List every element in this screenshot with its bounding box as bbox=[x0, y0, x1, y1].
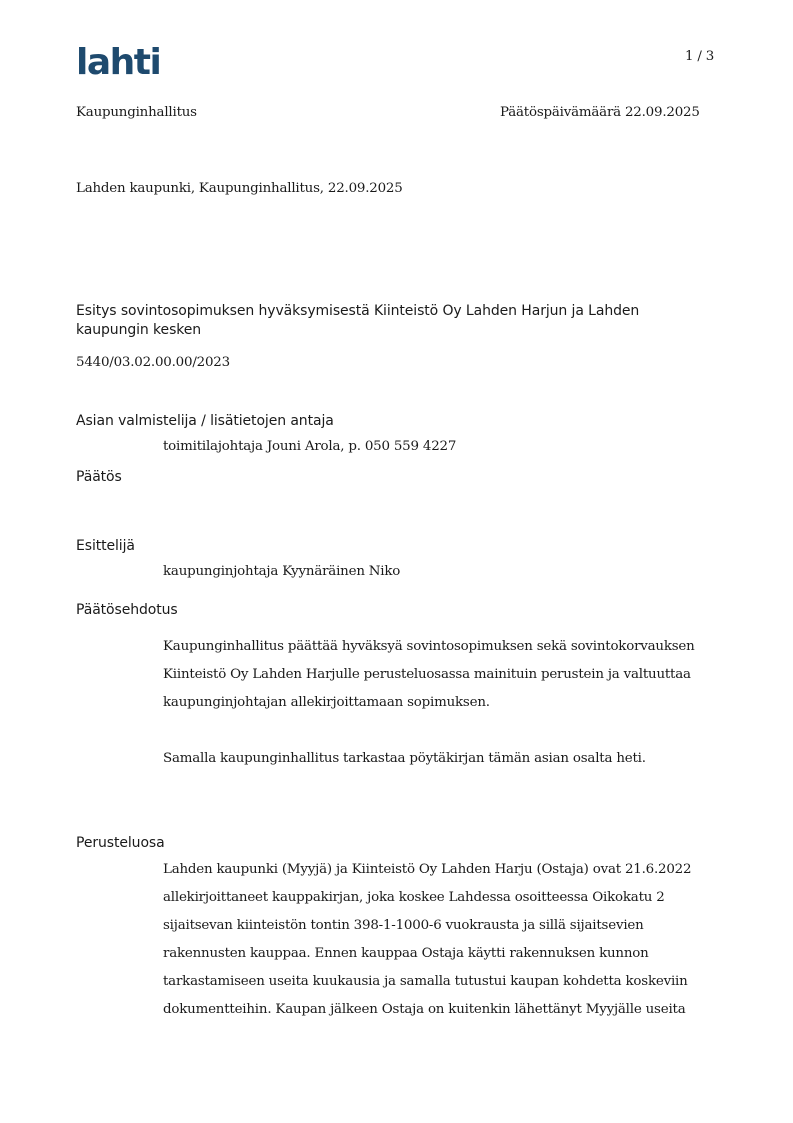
diary-number: 5440/03.02.00.00/2023 bbox=[76, 355, 230, 370]
meeting-line: Lahden kaupunki, Kaupunginhallitus, 22.09.2025 bbox=[76, 181, 403, 196]
proposal-paragraph bbox=[163, 633, 695, 717]
matter-title-line1: Esitys sovintosopimuksen hyväksymisestä Kiinteistö Oy Lahden Harjun ja Lahden bbox=[76, 303, 640, 319]
lahti-logo: lahti bbox=[76, 42, 161, 83]
organ-name: Kaupunginhallitus bbox=[76, 105, 197, 120]
preparer-value: toimitilajohtaja Jouni Arola, p. 050 559 4227 bbox=[163, 439, 457, 454]
reasoning-line: tarkastamiseen useita kuukausia ja samalla tutustui kaupan kohdetta koskeviin bbox=[163, 974, 688, 989]
proposal-heading: Päätösehdotus bbox=[76, 602, 178, 618]
reasoning-line: rakennusten kauppaa. Ennen kauppaa Ostaja käytti rakennuksen kunnon bbox=[163, 946, 649, 961]
proposal-paragraph-2: Samalla kaupunginhallitus tarkastaa pöytäkirjan tämän asian osalta heti. bbox=[163, 751, 646, 766]
preparer-heading: Asian valmistelija / lisätietojen antaja bbox=[76, 413, 334, 429]
matter-title-line2: kaupungin kesken bbox=[76, 322, 202, 338]
reasoning-heading: Perusteluosa bbox=[76, 835, 165, 851]
reasoning-line: sijaitsevan kiinteistön tontin 398-1-1000-6 vuokrausta ja sillä sijaitsevien bbox=[163, 918, 644, 933]
presenter-heading: Esittelijä bbox=[76, 538, 135, 554]
reasoning-line: Lahden kaupunki (Myyjä) ja Kiinteistö Oy Lahden Harju (Ostaja) ovat 21.6.2022 bbox=[163, 862, 692, 877]
reasoning-line: dokumentteihin. Kaupan jälkeen Ostaja on kuitenkin lähettänyt Myyjälle useita bbox=[163, 1002, 686, 1017]
decision-date: Päätöspäivämäärä 22.09.2025 bbox=[500, 105, 700, 120]
presenter-value: kaupunginjohtaja Kyynäräinen Niko bbox=[163, 564, 401, 579]
proposal-line: Kiinteistö Oy Lahden Harjulle perusteluosassa mainituin perustein ja valtuuttaa bbox=[163, 667, 691, 682]
proposal-line: kaupunginjohtajan allekirjoittamaan sopimuksen. bbox=[163, 695, 490, 710]
proposal-line: Kaupunginhallitus päättää hyväksyä sovintosopimuksen sekä sovintokorvauksen bbox=[163, 639, 695, 654]
page-number: 1 / 3 bbox=[685, 49, 715, 64]
reasoning-line: allekirjoittaneet kauppakirjan, joka koskee Lahdessa osoitteessa Oikokatu 2 bbox=[163, 890, 665, 905]
reasoning-paragraph bbox=[163, 856, 691, 1024]
decision-heading: Päätös bbox=[76, 469, 122, 485]
